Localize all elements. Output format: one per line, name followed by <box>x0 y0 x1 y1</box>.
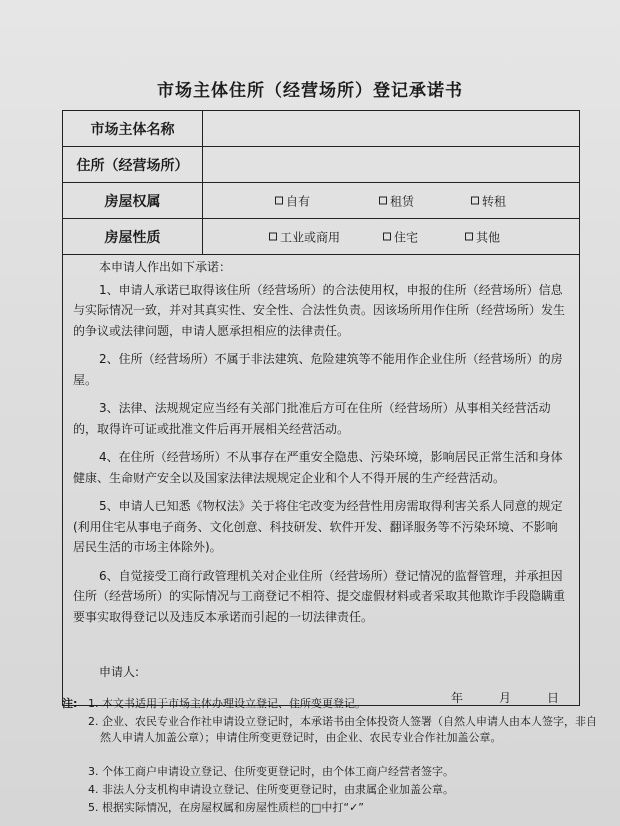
date-month: 月 <box>499 691 512 705</box>
date-day: 日 <box>547 691 560 705</box>
commitment-item: 1、申请人承诺已取得该住所（经营场所）的合法使用权，申报的住所（经营场所）信息与实际情况一致，并对其真实性、安全性、合法性负责。因该场所用作住所（经营场所）发生的争议或法律问题，申请人愿承担相应的法律责任。 <box>73 282 566 338</box>
commitment-item: 3、法律、法规规定应当经有关部门批准后方可在住所（经营场所）从事相关经营活动的，取得许可证或批准文件后再开展相关经营活动。 <box>73 401 551 436</box>
checkbox-icon <box>471 197 479 205</box>
note-item: 1. 本文书适用于市场主体办理设立登记、住所变更登记。 <box>88 697 366 710</box>
applicant-signature-label: 申请人: <box>99 665 140 679</box>
label-property-nature: 房屋性质 <box>63 219 203 254</box>
commitment-text <box>63 257 579 635</box>
commitment-item: 5、申请人已知悉《物权法》关于将住宅改变为经营性用房需取得利害关系人同意的规定(利用住宅从事电子商务、文化创意、科技研发、软件开发、翻译服务等不污染环境、不影响居民生活的市场主体除外)。 <box>73 499 563 554</box>
commitment-item: 4、在住所（经营场所）不从事存在严重安全隐患、污染环境，影响居民正常生活和身体健康、生命财产安全以及国家法律法规规定企业和个人不得开展的生产经营活动。 <box>73 450 563 485</box>
note-item: 3. 个体工商户申请设立登记、住所变更登记时，由个体工商户经营者签字。 <box>88 765 454 778</box>
option-other[interactable]: 其他 <box>465 228 500 245</box>
document-title: 市场主体住所（经营场所）登记承诺书 <box>157 81 463 101</box>
checkbox-icon <box>465 233 473 241</box>
option-sublet[interactable]: 转租 <box>471 192 506 209</box>
label-entity-name: 市场主体名称 <box>63 111 203 146</box>
date-year: 年 <box>451 691 464 705</box>
notes-header: 注: <box>62 697 78 710</box>
row-entity-name <box>63 111 579 147</box>
option-industrial-commercial[interactable]: 工业或商用 <box>269 228 340 245</box>
commitment-form <box>62 110 580 706</box>
field-entity-name[interactable] <box>203 111 579 146</box>
option-residential[interactable]: 住宅 <box>383 228 418 245</box>
field-ownership <box>203 183 579 218</box>
label-address: 住所（经营场所） <box>63 147 203 182</box>
note-item: 2. 企业、农民专业合作社申请设立登记时，本承诺书由全体投资人签署（自然人申请人由本人签字，非自然人申请人加盖公章）；申请住所变更登记时，由企业、农民专业合作社加盖公章。 <box>88 715 597 744</box>
checkbox-icon <box>379 197 387 205</box>
field-address[interactable] <box>203 147 579 182</box>
row-ownership <box>63 183 579 219</box>
commitment-item: 6、自觉接受工商行政管理机关对企业住所（经营场所）登记情况的监督管理，并承担因住所（经营场所）的实际情况与工商登记不相符、提交虚假材料或者采取其他欺诈手段隐瞒重要事实取得登记以及违反本承诺而引起的一切法律责任。 <box>73 568 566 624</box>
commitment-item: 2、住所（经营场所）不属于非法建筑、危险建筑等不能用作企业住所（经营场所）的房屋。 <box>73 352 563 387</box>
note-item: 5. 根据实际情况，在房屋权属和房屋性质栏的□中打“✓” <box>88 801 364 814</box>
row-property-nature <box>63 219 579 255</box>
field-property-nature <box>203 219 579 254</box>
row-address <box>63 147 579 183</box>
commitment-intro: 本申请人作出如下承诺： <box>99 260 232 274</box>
note-item: 4. 非法人分支机构申请设立登记、住所变更登记时，由隶属企业加盖公章。 <box>88 783 454 796</box>
option-rented[interactable]: 租赁 <box>379 192 414 209</box>
option-self-owned[interactable]: 自有 <box>275 192 310 209</box>
checkbox-icon <box>383 233 391 241</box>
checkbox-icon <box>275 197 283 205</box>
label-ownership: 房屋权属 <box>63 183 203 218</box>
checkbox-icon <box>269 233 277 241</box>
